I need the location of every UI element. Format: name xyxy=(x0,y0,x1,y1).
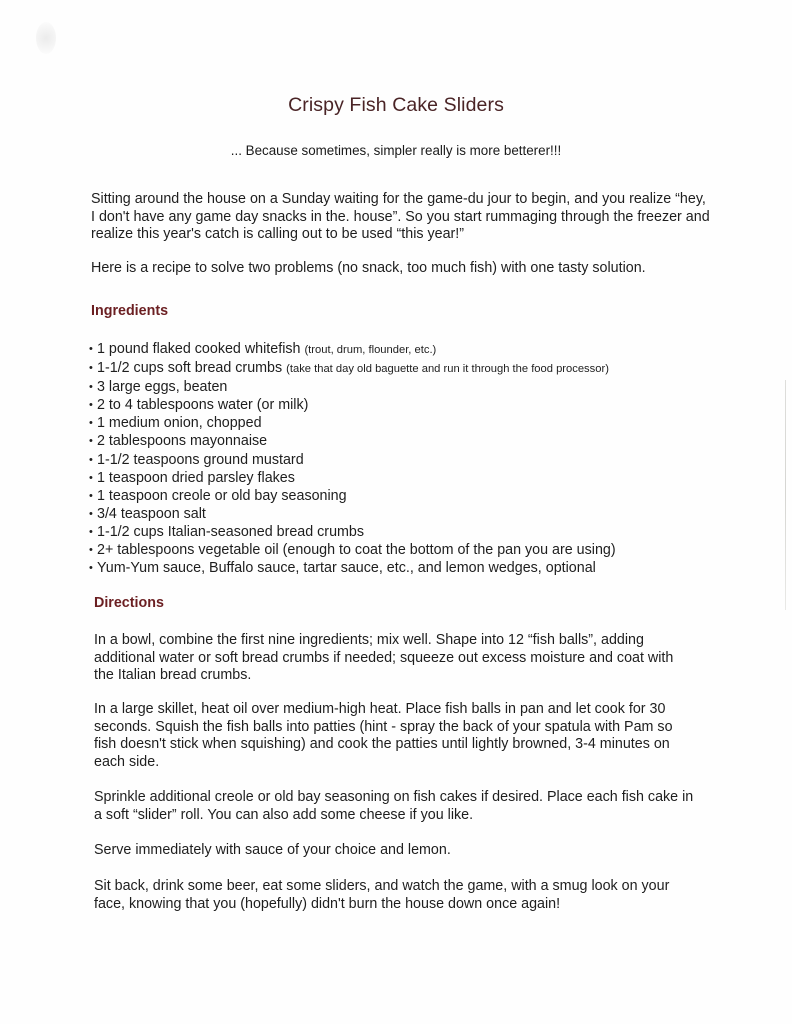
ingredients-heading: Ingredients xyxy=(91,303,169,319)
bullet-icon: • xyxy=(89,381,93,394)
direction-step: In a bowl, combine the first nine ingredients; mix well. Shape into 12 “fish balls”, adding additional water or soft bread crumbs if needed; squeeze out excess moisture and coat with the Italian bread crumbs. xyxy=(94,632,674,684)
bullet-icon: • xyxy=(89,507,93,520)
bullet-icon: • xyxy=(89,343,93,355)
bullet-icon: • xyxy=(89,489,93,502)
direction-step: Sprinkle additional creole or old bay seasoning on fish cakes if desired. Place each fish cake in a soft “slider” roll. You can also add some cheese if you like. xyxy=(94,789,694,823)
recipe-title: Crispy Fish Cake Sliders xyxy=(288,94,504,116)
ingredient-note: (take that day old baguette and run it through the food processor) xyxy=(286,363,609,376)
bullet-icon: • xyxy=(89,525,93,538)
ingredient-item: • Yum-Yum sauce, Buffalo sauce, tartar sauce, etc., and lemon wedges, optional xyxy=(89,560,596,577)
bullet-icon: • xyxy=(89,399,93,412)
directions-heading: Directions xyxy=(94,595,164,611)
recipe-subtitle: ... Because sometimes, simpler really is more betterer!!! xyxy=(230,143,562,158)
ingredient-item: • 2+ tablespoons vegetable oil (enough to coat the bottom of the pan you are using) xyxy=(89,542,616,559)
bullet-icon: • xyxy=(89,362,93,375)
ingredients-list xyxy=(89,340,616,577)
ingredient-item: • 1 pound flaked cooked whitefish (trout, drum, flounder, etc.) xyxy=(89,341,437,357)
ingredient-item: • 1-1/2 teaspoons ground mustard xyxy=(89,451,304,468)
ingredient-item: • 1-1/2 cups soft bread crumbs (take that day old baguette and run it through the food processor) xyxy=(89,360,609,377)
intro-paragraph: Sitting around the house on a Sunday waiting for the game-du jour to begin, and you realize “hey, I don't have any game day snacks in the. house”. So you start rummaging through the freezer and realize this year's catch is calling out to be used “this year!” xyxy=(91,191,710,242)
ingredient-item: • 2 to 4 tablespoons water (or milk) xyxy=(89,397,309,414)
ingredient-item: • 1 teaspoon creole or old bay seasoning xyxy=(89,487,347,504)
bullet-icon: • xyxy=(89,562,93,575)
scan-smudge xyxy=(36,22,56,54)
ingredient-item: • 1 medium onion, chopped xyxy=(89,415,262,432)
ingredient-item: • 3/4 teaspoon salt xyxy=(89,505,206,522)
bullet-icon: • xyxy=(89,435,93,448)
direction-step: In a large skillet, heat oil over medium-high heat. Place fish balls in pan and let cook for 30 seconds. Squish the fish balls into patties (hint - spray the back of your spatula with Pam so fish doesn't stick when squishing) and cook the patties until lightly browned, 3-4 minutes on each side. xyxy=(94,701,673,770)
bullet-icon: • xyxy=(89,453,93,466)
ingredient-item: • 1 teaspoon dried parsley flakes xyxy=(89,469,295,486)
bullet-icon: • xyxy=(89,471,93,484)
direction-step: Serve immediately with sauce of your choice and lemon. xyxy=(94,842,451,858)
bullet-icon: • xyxy=(89,417,93,430)
ingredient-item: • 1-1/2 cups Italian-seasoned bread crumbs xyxy=(89,523,365,540)
ingredient-item: • 3 large eggs, beaten xyxy=(89,379,228,396)
bullet-icon: • xyxy=(89,544,93,557)
ingredient-note: (trout, drum, flounder, etc.) xyxy=(304,344,437,356)
ingredient-item: • 2 tablespoons mayonnaise xyxy=(89,433,268,450)
scan-edge-line xyxy=(785,380,786,610)
intro-summary: Here is a recipe to solve two problems (no snack, too much fish) with one tasty solution. xyxy=(91,260,646,276)
direction-step: Sit back, drink some beer, eat some sliders, and watch the game, with a smug look on your face, knowing that you (hopefully) didn't burn the house down once again! xyxy=(94,878,670,912)
